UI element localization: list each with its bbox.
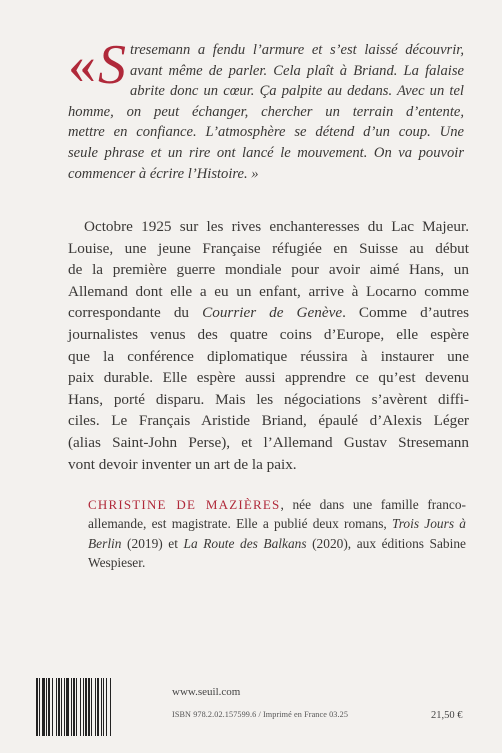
bio-line: Wespieser. — [88, 555, 146, 571]
summary-line: (alias Saint-John Perse), et l’Allemand Gustav Stresemann — [68, 433, 469, 451]
quote-line: mettre en confiance. L’atmosphère se détend d’un coup. Une — [68, 124, 464, 141]
publisher-website: www.seuil.com — [172, 686, 241, 698]
quote-line: homme, on peut échanger, chercher un terrain d’entente, — [68, 103, 464, 120]
summary-line: correspondante du Courrier de Genève. Comme d’autres — [68, 304, 469, 322]
summary-line: Hans, porté disparu. Mais les négociations s’avèrent diffi- — [68, 390, 469, 408]
summary-line: paix durable. Elle espère aussi apprendre ce qu’est devenu — [68, 369, 469, 387]
quote-dropcap: «S — [68, 34, 126, 96]
summary-line: Allemand dont elle a eu un enfant, arrive à Locarno comme — [68, 282, 469, 300]
summary-line: vont devoir inventer un art de la paix. — [68, 455, 297, 473]
quote-line: tresemann a fendu l’armure et s’est laissé découvrir, — [130, 42, 464, 58]
quote-line: avant même de parler. Cela plaît à Briand. La falaise — [130, 62, 464, 79]
bio-line: Berlin (2019) et La Route des Balkans (2020), aux éditions Sabine — [88, 535, 466, 551]
summary-line: de la première guerre mondiale pour avoir aimé Hans, un — [68, 261, 469, 279]
quote-open-mark: « — [68, 34, 96, 96]
summary-line: ciles. Le Français Aristide Briand, épaulé d’Alexis Léger — [68, 412, 469, 430]
isbn-line: ISBN 978.2.02.157599.6 / Imprimé en France 03.25 — [172, 710, 349, 719]
bio-line: allemande, est magistrate. Elle a publié deux romans, Trois Jours à — [88, 516, 466, 532]
author-name: CHRISTINE DE MAZIÈRES — [88, 497, 281, 512]
bio-line: CHRISTINE DE MAZIÈRES, née dans une famille franco- — [88, 497, 467, 512]
barcode — [36, 678, 148, 736]
pull-quote — [68, 34, 464, 184]
summary-line: Octobre 1925 sur les rives enchanteresses du Lac Majeur. — [84, 218, 469, 235]
barcode-bar — [111, 678, 112, 736]
book-title: Trois Jours à — [392, 516, 466, 532]
summary-line: Louise, une jeune Française réfugiée en Suisse au début — [68, 239, 469, 257]
book-summary — [68, 216, 469, 475]
summary-line: journalistes venus des quatre coins d’Europe, elle espère — [68, 325, 469, 343]
price: 21,50 € — [431, 710, 463, 721]
quote-line: commencer à écrire l’Histoire. » — [68, 165, 259, 182]
author-bio — [88, 495, 466, 573]
book-title: Berlin — [88, 535, 122, 551]
quote-line: abrite donc un cœur. Ça palpite au dedans. Avec un tel — [130, 83, 464, 100]
summary-line: que la conférence diplomatique réussira à instaurer une — [68, 347, 469, 365]
newspaper-title: Courrier de Genève — [202, 304, 343, 322]
quote-line: seule phrase et un rire ont lancé le mouvement. On va pouvoir — [68, 144, 464, 161]
book-title: La Route des Balkans — [183, 535, 307, 551]
